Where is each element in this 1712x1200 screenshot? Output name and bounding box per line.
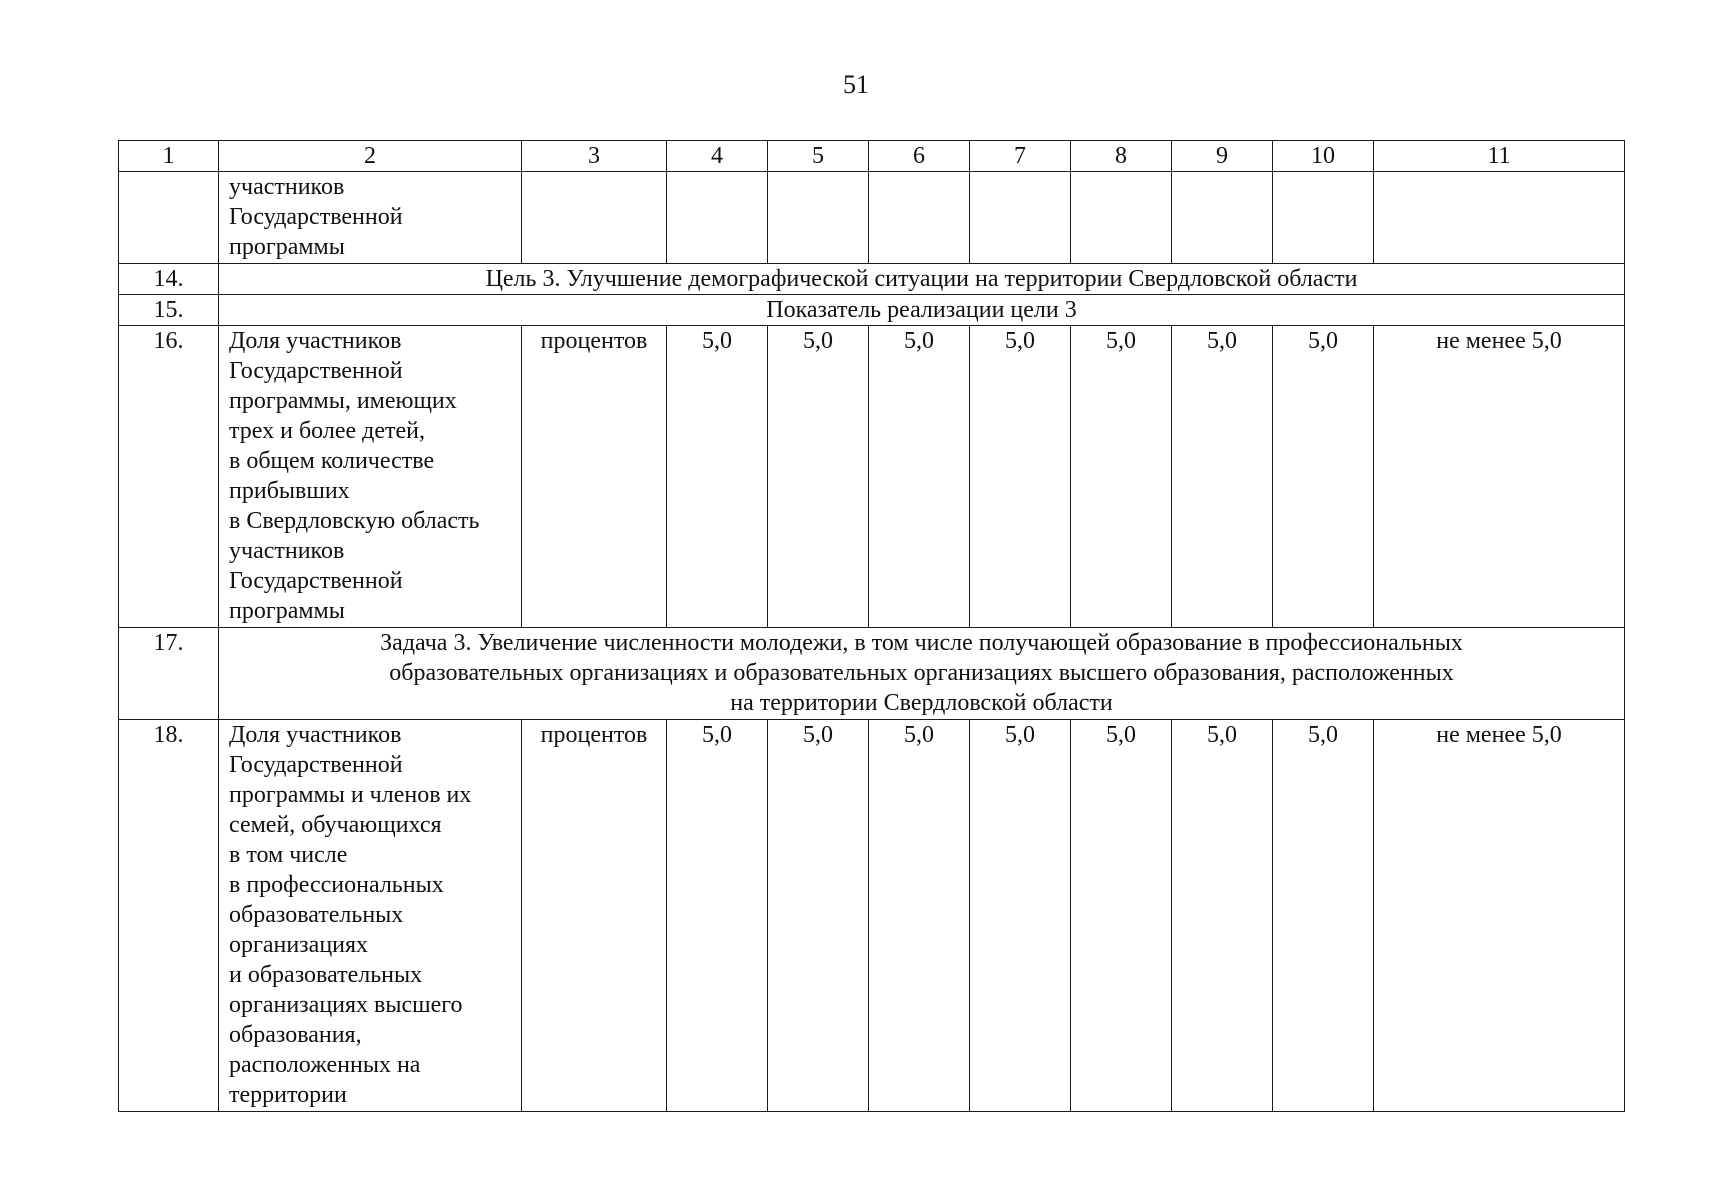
column-number: 6 (869, 141, 970, 172)
value-cell: 5,0 (768, 326, 869, 628)
task-heading-line: образовательных организациях и образовательных организациях высшего образования, расположенных (389, 660, 1454, 686)
column-number: 3 (522, 141, 667, 172)
description-line: организациях высшего (229, 992, 463, 1018)
task-heading (219, 628, 1625, 720)
description-line: в профессиональных (229, 872, 444, 898)
description-line: в общем количестве (229, 448, 435, 474)
description-line: Государственной (229, 568, 403, 594)
unit-cell (522, 172, 667, 264)
row-number: 15. (119, 295, 219, 326)
value-cell (970, 172, 1071, 264)
value-cell: 5,0 (1273, 720, 1374, 1112)
description-line: расположенных на (229, 1052, 421, 1078)
value-cell: 5,0 (768, 720, 869, 1112)
description-line: участников (229, 174, 345, 200)
target-cell (1374, 172, 1625, 264)
description-line: прибывших (229, 478, 350, 504)
row-number-cell (119, 172, 219, 264)
goal-heading: Цель 3. Улучшение демографической ситуации на территории Свердловской области (219, 264, 1625, 295)
value-cell (1273, 172, 1374, 264)
page-number: 51 (843, 70, 869, 99)
column-number: 5 (768, 141, 869, 172)
description-line: Доля участников (229, 722, 402, 748)
description-line: программы и членов их (229, 782, 472, 808)
table-row-indicator (119, 720, 1625, 1112)
unit-cell: процентов (522, 326, 667, 628)
task-heading-line: Задача 3. Увеличение численности молодежи, в том числе получающей образование в профессиональных (380, 630, 1463, 656)
table-row-task (119, 628, 1625, 720)
target-cell: не менее 5,0 (1374, 326, 1625, 628)
unit-cell: процентов (522, 720, 667, 1112)
column-number-row (119, 141, 1625, 172)
value-cell (768, 172, 869, 264)
indicator-description (219, 720, 522, 1112)
value-cell (1172, 172, 1273, 264)
column-number: 7 (970, 141, 1071, 172)
description-line: программы, имеющих (229, 388, 457, 414)
description-line: образовательных (229, 902, 404, 928)
description-line: Государственной (229, 358, 403, 384)
description-line: образования, (229, 1022, 362, 1048)
description-line: Государственной (229, 204, 403, 230)
value-cell: 5,0 (1172, 326, 1273, 628)
value-cell: 5,0 (1273, 326, 1374, 628)
value-cell: 5,0 (970, 326, 1071, 628)
value-cell: 5,0 (1071, 720, 1172, 1112)
column-number: 2 (219, 141, 522, 172)
indicator-description (219, 326, 522, 628)
value-cell: 5,0 (869, 326, 970, 628)
target-cell: не менее 5,0 (1374, 720, 1625, 1112)
description-line: организациях (229, 932, 369, 958)
table-row-indicator (119, 326, 1625, 628)
row-number: 14. (119, 264, 219, 295)
description-line: территории (229, 1082, 347, 1108)
value-cell: 5,0 (1172, 720, 1273, 1112)
column-number: 1 (119, 141, 219, 172)
table-row-indicator-heading (119, 295, 1625, 326)
value-cell: 5,0 (667, 326, 768, 628)
column-number: 11 (1374, 141, 1625, 172)
value-cell (869, 172, 970, 264)
indicator-heading: Показатель реализации цели 3 (219, 295, 1625, 326)
description-line: Доля участников (229, 328, 402, 354)
value-cell (667, 172, 768, 264)
row-number: 17. (119, 628, 219, 720)
task-heading-line: на территории Свердловской области (730, 690, 1113, 716)
description-line: Государственной (229, 752, 403, 778)
row-number: 18. (119, 720, 219, 1112)
indicator-description (219, 172, 522, 264)
description-line: семей, обучающихся (229, 812, 442, 838)
column-number: 4 (667, 141, 768, 172)
description-line: в том числе (229, 842, 348, 868)
table-row-goal (119, 264, 1625, 295)
value-cell: 5,0 (970, 720, 1071, 1112)
value-cell: 5,0 (667, 720, 768, 1112)
column-number: 8 (1071, 141, 1172, 172)
description-line: программы (229, 234, 345, 260)
description-line: участников (229, 538, 345, 564)
description-line: в Свердловскую область (229, 508, 480, 534)
description-line: и образовательных (229, 962, 423, 988)
value-cell: 5,0 (869, 720, 970, 1112)
description-line: трех и более детей, (229, 418, 425, 444)
row-number: 16. (119, 326, 219, 628)
column-number: 9 (1172, 141, 1273, 172)
indicators-table (118, 140, 1625, 1112)
description-line: программы (229, 598, 345, 624)
value-cell (1071, 172, 1172, 264)
column-number: 10 (1273, 141, 1374, 172)
value-cell: 5,0 (1071, 326, 1172, 628)
table-row-continuation (119, 172, 1625, 264)
